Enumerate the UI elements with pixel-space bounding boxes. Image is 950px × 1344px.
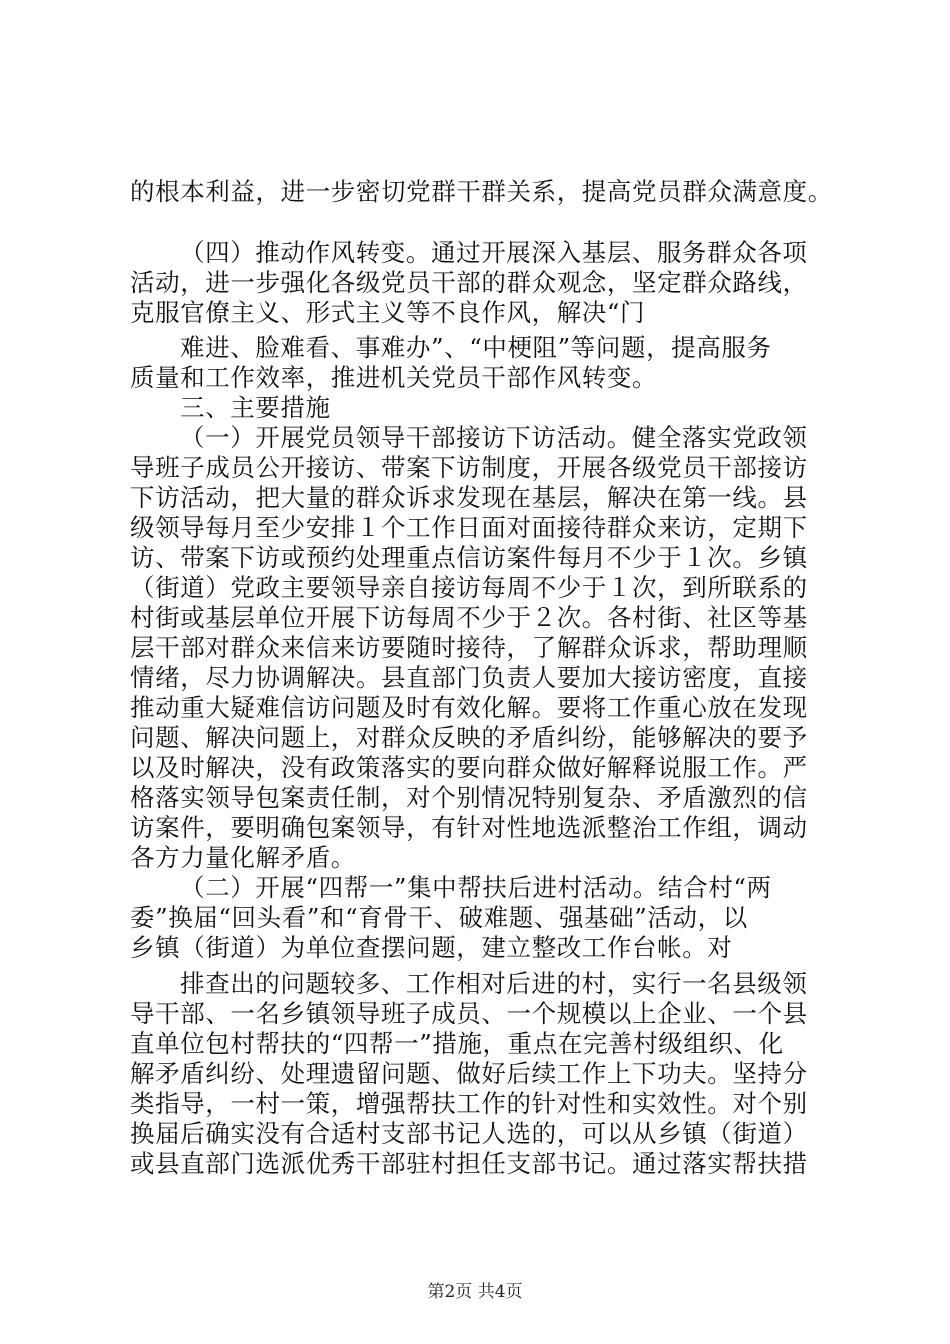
text-line: 以及时解决，没有政策落实的要向群众做好解释说服工作。严 — [130, 753, 808, 782]
text-line: 村街或基层单位开展下访每周不少于２次。各村街、社区等基 — [130, 603, 808, 632]
text-line: 级领导每月至少安排１个工作日面对面接待群众来访，定期下 — [130, 513, 808, 542]
text-line: 层干部对群众来信来访要随时接待，了解群众诉求，帮助理顺 — [130, 633, 808, 662]
text-line: 各方力量化解矛盾。 — [130, 843, 356, 872]
text-line: 推动重大疑难信访问题及时有效化解。要将工作重心放在发现 — [130, 693, 808, 722]
text-line: 访、带案下访或预约处理重点信访案件每月不少于１次。乡镇 — [130, 543, 808, 572]
text-line: （四）推动作风转变。通过开展深入基层、服务群众各项 — [180, 238, 808, 267]
text-line: 的根本利益，进一步密切党群干群关系，提高党员群众满意度。 — [130, 177, 833, 206]
text-line: 导班子成员公开接访、带案下访制度，开展各级党员干部接访 — [130, 453, 808, 482]
text-line: 委”换届“回头看”和“育骨干、破难题、强基础”活动，以 — [130, 903, 748, 932]
text-line: 访案件，要明确包案领导，有针对性地选派整治工作组，调动 — [130, 813, 808, 842]
text-line: 情绪，尽力协调解决。县直部门负责人要加大接访密度，直接 — [130, 663, 808, 692]
text-line: （一）开展党员领导干部接访下访活动。健全落实党政领 — [180, 423, 808, 452]
text-line: 类指导，一村一策，增强帮扶工作的针对性和实效性。对个别 — [130, 1089, 808, 1118]
page-number-footer: 第2页 共4页 — [427, 1282, 523, 1302]
text-line: 克服官僚主义、形式主义等不良作风，解决“门 — [130, 298, 646, 327]
text-line: 质量和工作效率，推进机关党员干部作风转变。 — [130, 363, 658, 392]
text-line: 或县直部门选派优秀干部驻村担任支部书记。通过落实帮扶措 — [130, 1149, 808, 1178]
text-line: 难进、脸难看、事难办”、“中梗阻”等问题，提高服务 — [180, 333, 772, 362]
text-line: 问题、解决问题上，对群众反映的矛盾纠纷，能够解决的要予 — [130, 723, 808, 752]
text-line: 活动，进一步强化各级党员干部的群众观念，坚定群众路线， — [130, 268, 808, 297]
text-line: 下访活动，把大量的群众诉求发现在基层，解决在第一线。县 — [130, 483, 808, 512]
text-line: 解矛盾纠纷、处理遗留问题、做好后续工作上下功夫。坚持分 — [130, 1059, 808, 1088]
text-line: 直单位包村帮扶的“四帮一”措施，重点在完善村级组织、化 — [130, 1029, 784, 1058]
text-line: （二）开展“四帮一”集中帮扶后进村活动。结合村“两 — [180, 873, 772, 902]
text-line: 格落实领导包案责任制，对个别情况特别复杂、矛盾激烈的信 — [130, 783, 808, 812]
text-line: 换届后确实没有合适村支部书记人选的，可以从乡镇（街道） — [130, 1119, 808, 1148]
text-line: 排查出的问题较多、工作相对后进的村，实行一名县级领 — [180, 969, 808, 998]
text-line: 乡镇（街道）为单位查摆问题，建立整改工作台帐。对 — [130, 933, 733, 962]
section-heading: 三、主要措施 — [180, 393, 331, 422]
text-line: （街道）党政主要领导亲自接访每周不少于１次，到所联系的 — [130, 573, 808, 602]
text-line: 导干部、一名乡镇领导班子成员、一个规模以上企业、一个县 — [130, 999, 808, 1028]
